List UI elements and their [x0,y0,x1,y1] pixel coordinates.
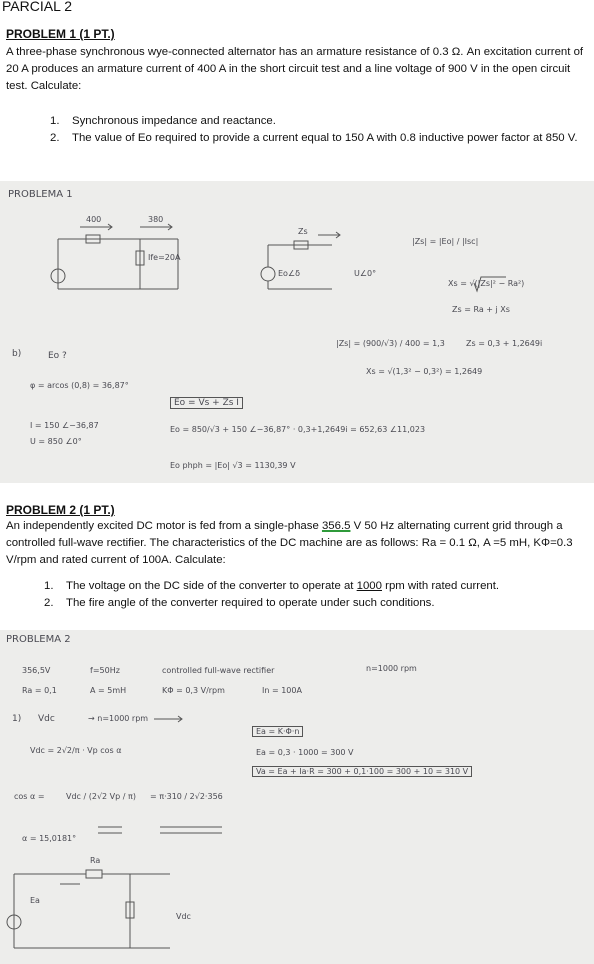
eo-phase-phase: Eo phph = |Eo| √3 = 1130,39 V [170,461,296,470]
current-value: I = 150 ∠−36,87 [30,421,99,430]
eo-question: Eo ? [48,351,67,361]
problem-1-notes-heading: PROBLEMA 1 [8,189,73,200]
ea-calculation: Ea = 0,3 · 1000 = 300 V [256,748,354,757]
zs-result: Zs = 0,3 + 1,2649i [466,339,543,348]
eo-calculation: Eo = 850/√3 + 150 ∠−36,87° · 0,3+1,2649i = 652,63 ∠11,023 [170,425,426,434]
cos-alpha-substitution: = π·310 / 2√2·356 [150,792,223,801]
problem-2-question-1: 1. The voltage on the DC side of the converter to operate at 1000 rpm with rated current. [44,580,500,592]
problem-2-statement: An independently excited DC motor is fed from a single-phase 356.5 V 50 Hz alternating current grid through a controlled full-wave rectifier. The characteristics of the DC machine are as follows: Ra = 0.1 Ω, A =5 mH, KΦ=0.3 V/rpm and rated current of 100A. Calculate: [6,520,573,566]
part-b-label: b) [12,349,22,359]
problem-1-statement: A three-phase synchronous wye-connected alternator has an armature resistance of 0.3 Ω. An excitation current of 20 A produces an armature current of 400 A in the short circuit test and a line voltage of 900 V in the open circuit test. Calculate: [6,46,584,92]
problem-2-question-2: 2. The fire angle of the converter required to operate under such conditions. [44,597,435,609]
speed-arrow-note: → n=1000 rpm [88,714,149,723]
zs-calculation: |Zs| = (900/√3) / 400 = 1,3 [336,339,445,348]
eo-angle-label: Eo∠δ [278,269,301,278]
current-380-label: 380 [148,215,164,224]
xs-formula: Xs = √(|Zs|² − Ra²) [448,279,525,288]
question-1-label: 1) [12,714,22,724]
u-angle-label: U∠0° [354,269,377,278]
ea-formula: Ea = K·Φ·n [252,726,303,737]
vdc-circuit-label: Vdc [176,912,191,921]
cos-alpha-label: cos α = [14,792,45,801]
alpha-result: α = 15,0181° [22,834,77,843]
problem-1-title: PROBLEM 1 (1 PT.) [6,27,115,41]
cos-alpha-fraction: Vdc / (2√2 Vp / π) [66,792,136,801]
problem-2-notes-heading: PROBLEMA 2 [6,634,71,645]
problem-2-notes-image [0,630,594,964]
voltage-value: U = 850 ∠0° [30,437,82,446]
frequency: f=50Hz [90,666,120,675]
k-phi: KΦ = 0,3 V/rpm [162,686,225,695]
problem-2-title: PROBLEM 2 (1 PT.) [6,503,115,517]
zs-complex-formula: Zs = Ra + j Xs [452,305,510,314]
phi-calculation: φ = arcos (0,8) = 36,87° [30,381,129,390]
problem-1-circuit-diagram [0,181,594,483]
current-400-label: 400 [86,215,102,224]
ra-circuit-label: Ra [90,856,101,865]
problem-2-questions [44,578,589,612]
excitation-current-label: Ife=20A [148,253,181,262]
inductance: A = 5mH [90,686,127,695]
page-header: PARCIAL 2 [2,0,73,14]
va-calculation: Va = Ea + Ia·R = 300 + 0,1·100 = 300 + 10 = 310 V [252,766,472,777]
vdc-formula: Vdc = 2√2/π · Vp cos α [30,746,122,755]
zs-label: Zs [298,227,308,236]
problem-1-question-1: 1. Synchronous impedance and reactance. [50,115,276,127]
problem-1-questions [50,113,585,147]
speed: n=1000 rpm [366,664,417,673]
supply-voltage: 356,5V [22,666,51,675]
rectifier-type: controlled full-wave rectifier [162,666,275,675]
zs-magnitude-formula: |Zs| = |Eo| / |Isc| [412,237,479,246]
problem-1-notes-image [0,181,594,483]
armature-resistance: Ra = 0,1 [22,686,57,695]
vdc-question: Vdc [38,714,55,724]
rated-current: In = 100A [262,686,302,695]
xs-calculation: Xs = √(1,3² − 0,3²) = 1,2649 [366,367,483,376]
ea-circuit-label: Ea [30,896,40,905]
problem-1-question-2: 2. The value of Eo required to provide a current equal to 150 A with 0.8 inductive power factor at 850 V. [50,132,578,144]
eo-equation: Eo = Vs + Zs I [170,397,243,409]
